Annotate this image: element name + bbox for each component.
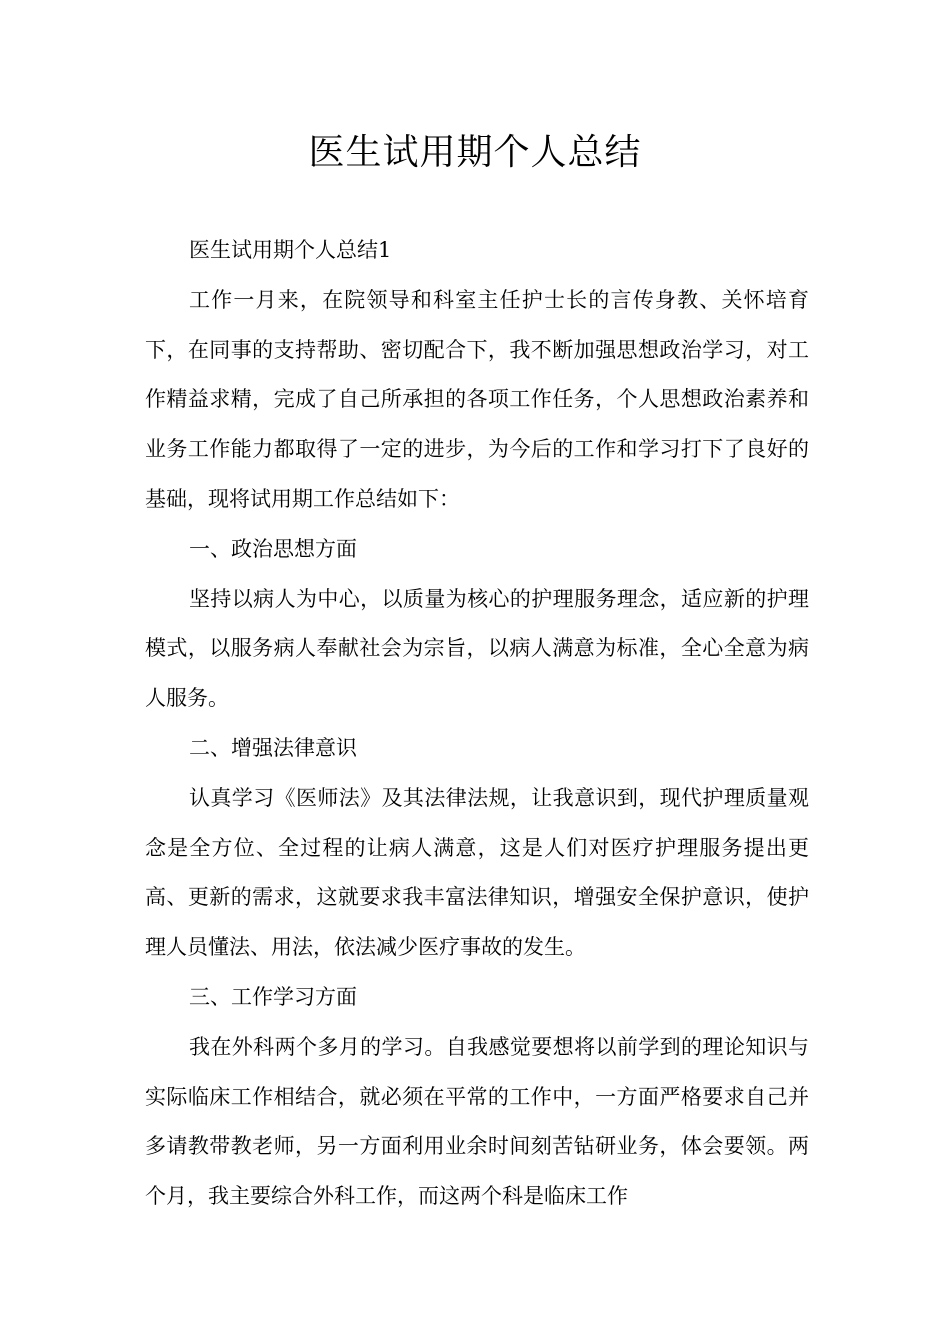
work-study-paragraph: 我在外科两个多月的学习。自我感觉要想将以前学到的理论知识与实际临床工作相结合，就必须在平常的工作中，一方面严格要求自己并多请教带教老师，另一方面利用业余时间刻苦钻研业务，体会要领。两个月，我主要综合外科工作，而这两个科是临床工作 — [145, 1034, 809, 1209]
law-paragraph: 认真学习《医师法》及其法律法规，让我意识到，现代护理质量观念是全方位、全过程的让病人满意，这是人们对医疗护理服务提出更高、更新的需求，这就要求我丰富法律知识，增强安全保护意识，使护理人员懂法、用法，依法减少医疗事故的发生。 — [145, 785, 809, 960]
section-heading-politics: 一、政治思想方面 — [189, 536, 357, 561]
politics-paragraph: 坚持以病人为中心，以质量为核心的护理服务理念，适应新的护理模式，以服务病人奉献社会为宗旨，以病人满意为标准，全心全意为病人服务。 — [145, 586, 809, 711]
document-body — [145, 226, 809, 1222]
section-heading-law: 二、增强法律意识 — [189, 735, 357, 760]
intro-paragraph: 工作一月来，在院领导和科室主任护士长的言传身教、关怀培育下，在同事的支持帮助、密切配合下，我不断加强思想政治学习，对工作精益求精，完成了自己所承担的各项工作任务，个人思想政治素养和业务工作能力都取得了一定的进步，为今后的工作和学习打下了良好的基础，现将试用期工作总结如下： — [145, 287, 809, 511]
subtitle-paragraph: 医生试用期个人总结1 — [189, 238, 392, 262]
document-title: 医生试用期个人总结 — [308, 132, 642, 173]
section-heading-work-study: 三、工作学习方面 — [189, 984, 357, 1009]
